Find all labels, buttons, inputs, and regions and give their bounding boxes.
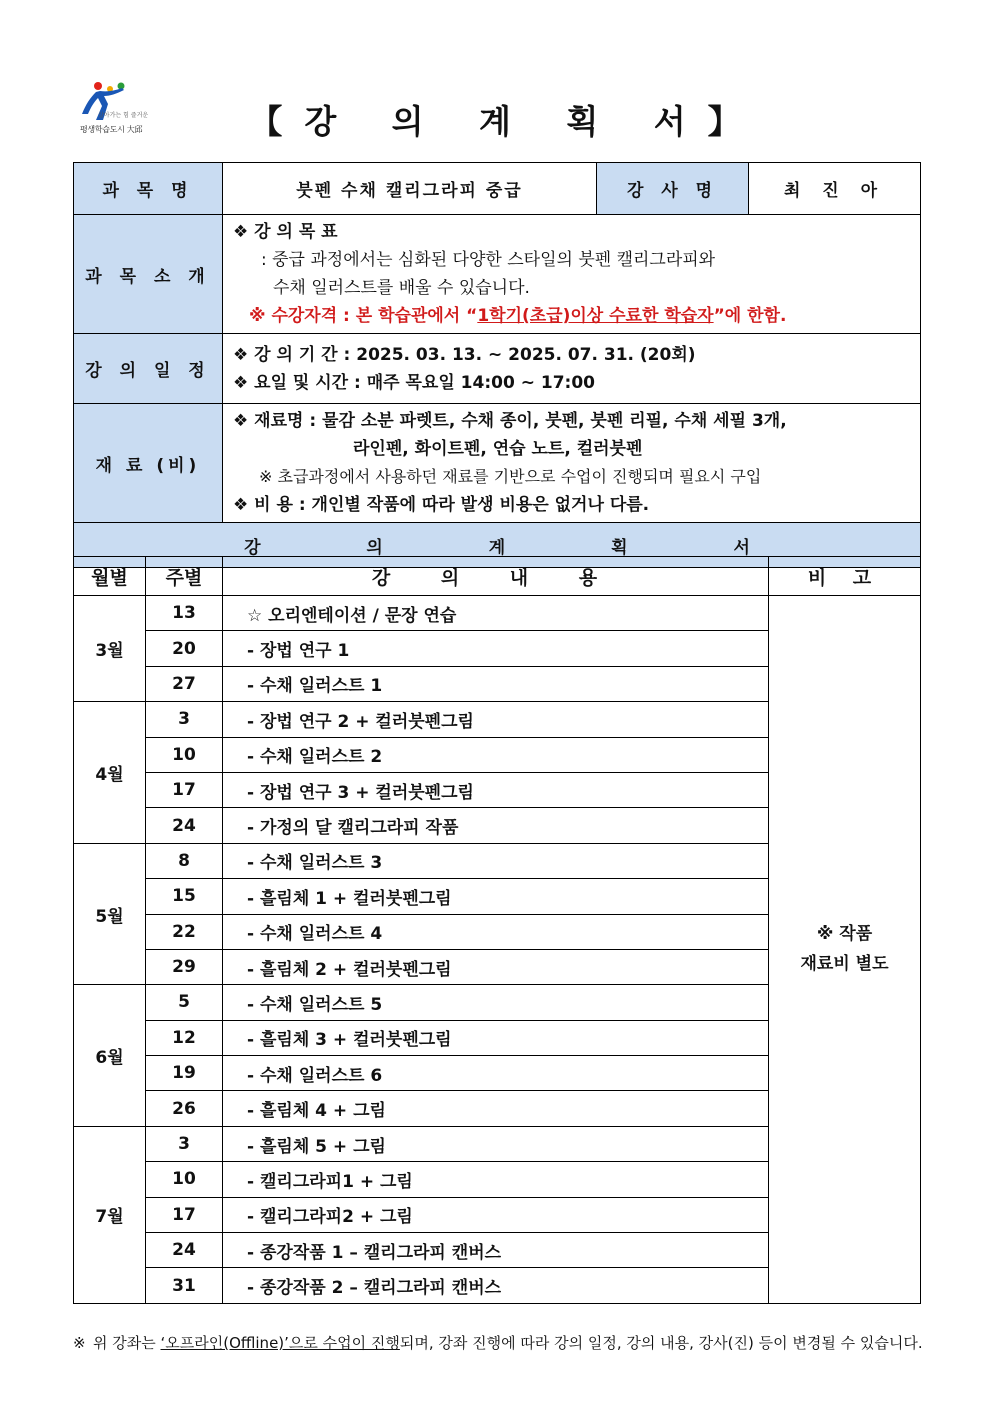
header-week: 주별 [146, 557, 223, 596]
week-cell: 26 [146, 1091, 223, 1126]
logo-name: 평생학습도시 大邱 [80, 125, 143, 134]
eligibility-suffix: ”에 한함. [713, 306, 787, 326]
subject-label: 과 목 명 [74, 163, 223, 215]
header-content: 강 의 내 용 [223, 557, 769, 596]
schedule-header-row [74, 557, 921, 596]
intro-heading: ❖ 강 의 목 표 [233, 222, 338, 242]
week-cell: 12 [146, 1020, 223, 1055]
week-cell: 22 [146, 914, 223, 949]
month-cell: 4월 [74, 702, 146, 844]
content-cell: - 캘리그라피1 + 그림 [223, 1162, 769, 1197]
intro-line-2: 수채 일러스트를 배울 수 있습니다. [273, 278, 530, 298]
week-cell: 8 [146, 843, 223, 878]
month-cell: 7월 [74, 1126, 146, 1303]
remarks-line-2: 재료비 별도 [800, 954, 889, 975]
week-cell: 3 [146, 702, 223, 737]
week-cell: 17 [146, 772, 223, 807]
week-cell: 19 [146, 1056, 223, 1091]
intro-cell [223, 215, 921, 334]
week-cell: 10 [146, 1162, 223, 1197]
materials-note: ※ 초급과정에서 사용하던 재료를 기반으로 수업이 진행되며 필요시 구입 [259, 467, 762, 486]
week-cell: 27 [146, 666, 223, 701]
eligibility-prefix: ※ 수강자격 : 본 학습관에서 “ [249, 306, 478, 326]
intro-line-1: : 중급 과정에서는 심화된 다양한 스타일의 붓펜 캘리그라피와 [261, 250, 716, 270]
footer-prefix: 위 강좌는 [93, 1334, 161, 1352]
materials-label: 재 료 (비) [74, 404, 223, 523]
remarks-cell [769, 596, 921, 1304]
content-cell: - 수채 일러스트 6 [223, 1056, 769, 1091]
week-cell: 5 [146, 985, 223, 1020]
content-cell: - 수채 일러스트 2 [223, 737, 769, 772]
materials-cell [223, 404, 921, 523]
subject-value: 붓펜 수채 캘리그라피 중급 [223, 163, 597, 215]
content-cell: - 종강작품 2 – 캘리그라피 캔버스 [223, 1268, 769, 1303]
content-cell: - 흘림체 5 + 그림 [223, 1126, 769, 1161]
eligibility-note [233, 302, 920, 330]
month-cell: 5월 [74, 843, 146, 985]
schedule-label: 강 의 일 정 [74, 334, 223, 404]
schedule-table [73, 556, 921, 1304]
cost-line: ❖ 비 용 : 개인별 작품에 따라 발생 비용은 없거나 다름. [233, 495, 650, 515]
week-cell: 20 [146, 631, 223, 666]
schedule-time: ❖ 요일 및 시간 : 매주 목요일 14:00 ~ 17:00 [233, 372, 595, 393]
content-cell: - 흘림체 2 + 컬러붓펜그림 [223, 949, 769, 984]
content-cell: - 종강작품 1 – 캘리그라피 캔버스 [223, 1233, 769, 1268]
content-cell: - 장법 연구 1 [223, 631, 769, 666]
content-cell: - 캘리그라피2 + 그림 [223, 1197, 769, 1232]
instructor-label: 강 사 명 [597, 163, 749, 215]
week-cell: 17 [146, 1197, 223, 1232]
materials-list: ❖ 재료명 : 물감 소분 파렛트, 수채 종이, 붓펜, 붓펜 리필, 수채 세필 3개, [233, 411, 787, 431]
month-cell: 3월 [74, 596, 146, 702]
content-cell: - 수채 일러스트 3 [223, 843, 769, 878]
month-cell: 6월 [74, 985, 146, 1127]
content-cell: - 흘림체 3 + 컬러붓펜그림 [223, 1020, 769, 1055]
content-cell: - 수채 일러스트 5 [223, 985, 769, 1020]
schedule-row [74, 596, 921, 631]
footer-note [73, 1334, 923, 1353]
content-cell: - 장법 연구 3 + 컬러붓펜그림 [223, 772, 769, 807]
week-cell: 31 [146, 1268, 223, 1303]
week-cell: 24 [146, 808, 223, 843]
footer-suffix: 되며, 강좌 진행에 따라 강의 일정, 강의 내용, 강사(진) 등이 변경될 수 있습니다. [399, 1334, 923, 1352]
content-cell: - 장법 연구 2 + 컬러붓펜그림 [223, 702, 769, 737]
content-cell: - 흘림체 4 + 그림 [223, 1091, 769, 1126]
content-cell: - 흘림체 1 + 컬러붓펜그림 [223, 879, 769, 914]
content-cell: - 수채 일러스트 4 [223, 914, 769, 949]
logo-tagline: 살아가는 힘 즐거운 [98, 112, 149, 119]
header-month: 월별 [74, 557, 146, 596]
intro-label: 과 목 소 개 [74, 215, 223, 334]
week-cell: 10 [146, 737, 223, 772]
footer-mark: ※ [73, 1334, 86, 1352]
plan-heading: 강 의 계 획 서 [74, 523, 921, 568]
schedule-period: ❖ 강 의 기 간 : 2025. 03. 13. ~ 2025. 07. 31. (20회) [233, 344, 696, 365]
week-cell: 3 [146, 1126, 223, 1161]
instructor-value: 최 진 아 [749, 163, 921, 215]
week-cell: 13 [146, 596, 223, 631]
week-cell: 15 [146, 879, 223, 914]
footer-offline: ‘오프라인(Offline)’으로 수업이 진행 [160, 1334, 400, 1352]
week-cell: 24 [146, 1233, 223, 1268]
materials-list-cont: 라인펜, 화이트펜, 연습 노트, 컬러붓펜 [353, 439, 643, 459]
document-title: 【강 의 계 획 서】 [249, 102, 763, 141]
content-cell: ☆ 오리엔테이션 / 문장 연습 [223, 596, 769, 631]
schedule-cell [223, 334, 921, 404]
content-cell: - 수채 일러스트 1 [223, 666, 769, 701]
header-remarks: 비 고 [769, 557, 921, 596]
remarks-line-1: ※ 작품 [816, 924, 873, 945]
week-cell: 29 [146, 949, 223, 984]
eligibility-requirement: 1학기(초급)이상 수료한 학습자 [477, 306, 714, 326]
content-cell: - 가정의 달 캘리그라피 작품 [223, 808, 769, 843]
course-info-table [73, 162, 921, 568]
